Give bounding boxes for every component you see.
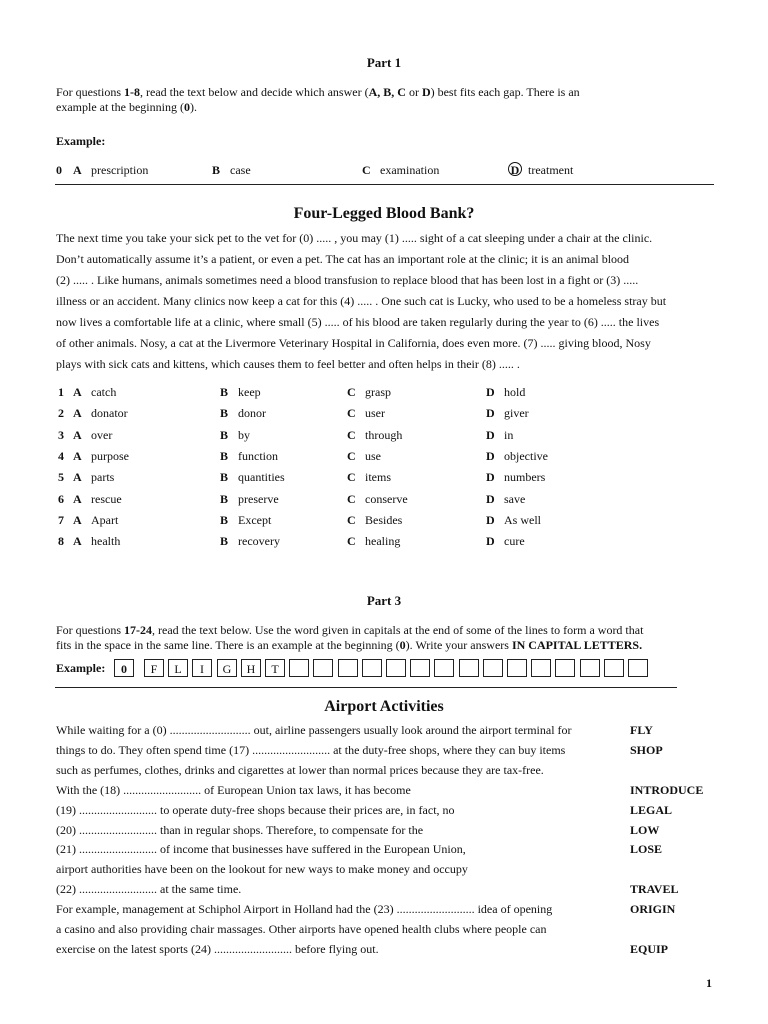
option-text: save: [504, 492, 526, 506]
text1-line: Don’t automatically assume it’s a patient, or even a pet. The cat has an important role at the clinic; it is an animal blood: [56, 252, 630, 266]
option-d[interactable]: [486, 534, 525, 549]
option-text: recovery: [238, 534, 280, 548]
option-d[interactable]: [486, 385, 525, 400]
option-c[interactable]: [347, 428, 402, 443]
option-letter: B: [220, 428, 229, 442]
option-b[interactable]: [220, 406, 266, 421]
option-c[interactable]: [347, 513, 402, 528]
circled-answer-d: D: [508, 162, 522, 176]
option-d[interactable]: [486, 470, 545, 485]
text3-line: such as perfumes, clothes, drinks and cigarettes at lower than normal prices because they are tax-free.: [56, 763, 544, 777]
option-b[interactable]: [220, 470, 285, 485]
option-c[interactable]: [347, 385, 391, 400]
example-option-b: case: [230, 163, 251, 177]
part1-instructions: For questions 1-8, read the text below and decide which answer (A, B, C or D) best fits each gap. There is an example at the beginning (0).: [56, 85, 580, 114]
option-b[interactable]: [220, 385, 261, 400]
option-text: giver: [504, 406, 529, 420]
page-number: 1: [706, 976, 712, 990]
option-letter: B: [220, 534, 229, 548]
option-letter: A: [73, 428, 82, 442]
part3-title: Part 3: [366, 593, 402, 608]
option-letter: C: [347, 513, 356, 527]
option-text: conserve: [365, 492, 408, 506]
question-number: 1: [58, 385, 64, 399]
question-number: 2: [58, 406, 64, 420]
option-letter: C: [347, 470, 356, 484]
option-text: rescue: [91, 492, 122, 506]
option-a[interactable]: [73, 534, 120, 549]
answer-letter-box: [580, 659, 600, 677]
option-d[interactable]: [486, 406, 529, 421]
option-letter: D: [486, 492, 495, 506]
text1-line: of other animals. Nosy, a cat at the Livermore Veterinary Hospital in California, does even more. (7) ..... giving blood, Nosy: [56, 336, 651, 350]
keyword: INTRODUCE: [630, 783, 704, 797]
option-text: over: [91, 428, 113, 442]
option-text: parts: [91, 470, 115, 484]
answer-letter-box: [531, 659, 551, 677]
answer-letter-box: [434, 659, 454, 677]
option-a[interactable]: [73, 385, 116, 400]
answer-letter-box: [410, 659, 430, 677]
option-text: through: [365, 428, 403, 442]
option-letter: B: [220, 406, 229, 420]
option-a[interactable]: [73, 449, 129, 464]
question-number: 4: [58, 449, 64, 463]
option-text: items: [365, 470, 391, 484]
text1-line: now lives a comfortable life at a clinic, where small (5) ..... of his blood are taken regularly during the year to (6) ..... the lives: [56, 315, 660, 329]
option-a[interactable]: [73, 406, 128, 421]
option-text: Except: [238, 513, 272, 527]
option-text: by: [238, 428, 250, 442]
option-text: use: [365, 449, 381, 463]
option-text: user: [365, 406, 385, 420]
answer-letter-box: I: [192, 659, 212, 677]
part1-example-label: Example:: [56, 134, 106, 148]
option-text: in: [504, 428, 514, 442]
option-a[interactable]: [73, 492, 122, 507]
option-b[interactable]: [220, 513, 271, 528]
option-text: function: [238, 449, 278, 463]
option-letter: B: [220, 449, 229, 463]
option-letter: C: [347, 449, 356, 463]
option-text: purpose: [91, 449, 129, 463]
option-letter: A: [73, 534, 82, 548]
option-text: hold: [504, 385, 526, 399]
option-letter: D: [486, 385, 495, 399]
option-text: grasp: [365, 385, 391, 399]
example-option-a: prescription: [91, 163, 149, 177]
text3-line: For example, management at Schiphol Airport in Holland had the (23) .......................... idea of opening: [56, 902, 553, 916]
text1-line: The next time you take your sick pet to the vet for (0) ..... , you may (1) ..... sight of a cat sleeping under a chair at the clinic.: [56, 231, 653, 245]
option-c[interactable]: [347, 406, 385, 421]
option-text: numbers: [504, 470, 546, 484]
text1-line: (2) ..... . Like humans, animals sometimes need a blood transfusion to replace blood that has been lost in a fight or (3) .....: [56, 273, 639, 287]
option-text: quantities: [238, 470, 285, 484]
answer-letter-box: [386, 659, 406, 677]
option-a[interactable]: [73, 470, 114, 485]
answer-letter-box: T: [265, 659, 285, 677]
option-letter: A: [73, 513, 82, 527]
divider: [55, 184, 714, 185]
keyword: LOW: [630, 823, 660, 837]
option-letter: D: [486, 513, 495, 527]
text1-line: plays with sick cats and kittens, which causes them to feel better and often helps in their (8) ..... .: [56, 357, 520, 371]
option-letter: C: [347, 385, 356, 399]
option-text: keep: [238, 385, 261, 399]
example-option-c: examination: [380, 163, 440, 177]
text3-line: exercise on the latest sports (24) .......................... before flying out.: [56, 942, 379, 956]
option-c[interactable]: [347, 492, 408, 507]
text3-line: a casino and also providing chair massages. Other airports have opened health clubs where people can: [56, 922, 547, 936]
option-b[interactable]: [220, 492, 279, 507]
example-option-d: treatment: [528, 163, 574, 177]
keyword: TRAVEL: [630, 882, 679, 896]
answer-letter-box: [628, 659, 648, 677]
option-d[interactable]: [486, 492, 525, 507]
example-number: 0: [56, 163, 62, 177]
option-text: Besides: [365, 513, 403, 527]
option-letter: B: [220, 385, 229, 399]
answer-letter-box: [507, 659, 527, 677]
option-text: objective: [504, 449, 548, 463]
option-text: preserve: [238, 492, 279, 506]
text3-line: With the (18) .......................... of European Union tax laws, it has become: [56, 783, 411, 797]
option-letter: C: [362, 163, 371, 177]
answer-letter-box: [338, 659, 358, 677]
option-b[interactable]: [220, 534, 280, 549]
option-d[interactable]: [486, 449, 548, 464]
option-b[interactable]: [220, 428, 250, 443]
answer-letter-box: L: [168, 659, 188, 677]
answer-letter-box: H: [241, 659, 261, 677]
option-letter: A: [73, 470, 82, 484]
option-letter: D: [486, 449, 495, 463]
option-letter: B: [220, 470, 229, 484]
option-letter: B: [212, 163, 221, 177]
option-letter: D: [486, 534, 495, 548]
answer-letter-box: [289, 659, 309, 677]
option-letter: D: [486, 470, 495, 484]
question-number: 8: [58, 534, 64, 548]
text3-line: While waiting for a (0) ........................... out, airline passengers usually look around the airport terminal for: [56, 723, 572, 737]
option-text: cure: [504, 534, 525, 548]
keyword: EQUIP: [630, 942, 669, 956]
option-text: Apart: [91, 513, 119, 527]
option-letter: C: [347, 406, 356, 420]
option-text: As well: [504, 513, 541, 527]
option-text: donator: [91, 406, 128, 420]
text3-line: things to do. They often spend time (17) .......................... at the duty-free shops, where they can buy items: [56, 743, 566, 757]
option-letter: A: [73, 385, 82, 399]
keyword: ORIGIN: [630, 902, 676, 916]
text3-line: (21) .......................... of income that businesses have suffered in the European Union,: [56, 842, 466, 856]
option-letter: A: [73, 449, 82, 463]
option-c[interactable]: [347, 534, 400, 549]
text1-body: [56, 228, 716, 375]
text3-line: (22) .......................... at the same time.: [56, 882, 242, 896]
option-letter: B: [220, 492, 229, 506]
keyword: FLY: [630, 723, 653, 737]
option-letter: C: [347, 428, 356, 442]
option-text: healing: [365, 534, 401, 548]
text1-line: illness or an accident. Many clinics now keep a cat for this (4) ..... . One such cat is Lucky, who used to be a homeless stray but: [56, 294, 667, 308]
option-letter: A: [73, 492, 82, 506]
question-number: 6: [58, 492, 64, 506]
keyword: LEGAL: [630, 803, 673, 817]
answer-letter-box: [604, 659, 624, 677]
answer-letter-box: F: [144, 659, 164, 677]
part1-title: Part 1: [366, 55, 402, 70]
option-text: health: [91, 534, 121, 548]
option-a[interactable]: [73, 428, 112, 443]
part3-instructions: For questions 17-24, read the text below. Use the word given in capitals at the end of some of the lines to form a word that fits in the space in the same line. There is an example at the beginning (0). Write your answers IN CAPITAL LETTERS.: [56, 623, 644, 652]
part3-example-label: Example:: [56, 661, 106, 675]
divider: [55, 687, 677, 688]
answer-letter-box: [459, 659, 479, 677]
example-number-box: 0: [114, 659, 134, 677]
keyword: SHOP: [630, 743, 663, 757]
option-letter: D: [486, 406, 495, 420]
text3-line: (20) .......................... than in regular shops. Therefore, to compensate for the: [56, 823, 424, 837]
option-c[interactable]: [347, 470, 391, 485]
text1-title: Four-Legged Blood Bank?: [293, 205, 475, 222]
question-number: 7: [58, 513, 64, 527]
option-letter: D: [486, 428, 495, 442]
answer-letter-box: [483, 659, 503, 677]
answer-letter-box: [362, 659, 382, 677]
answer-letter-box: [555, 659, 575, 677]
option-d[interactable]: [486, 428, 513, 443]
text3-line: airport authorities have been on the lookout for new ways to make money and occupy: [56, 862, 468, 876]
question-number: 3: [58, 428, 64, 442]
option-letter: C: [347, 492, 356, 506]
option-a[interactable]: [73, 513, 118, 528]
option-c[interactable]: [347, 449, 381, 464]
option-letter: A: [73, 406, 82, 420]
option-d[interactable]: [486, 513, 541, 528]
option-text: donor: [238, 406, 266, 420]
answer-letter-box: [313, 659, 333, 677]
keyword: LOSE: [630, 842, 663, 856]
option-b[interactable]: [220, 449, 278, 464]
text3-title: Airport Activities: [324, 698, 444, 715]
option-letter: A: [73, 163, 82, 177]
option-letter: C: [347, 534, 356, 548]
option-letter: B: [220, 513, 229, 527]
question-number: 5: [58, 470, 64, 484]
option-text: catch: [91, 385, 117, 399]
answer-letter-box: G: [217, 659, 237, 677]
text3-line: (19) .......................... to operate duty-free shops because their prices are, in fact, no: [56, 803, 455, 817]
